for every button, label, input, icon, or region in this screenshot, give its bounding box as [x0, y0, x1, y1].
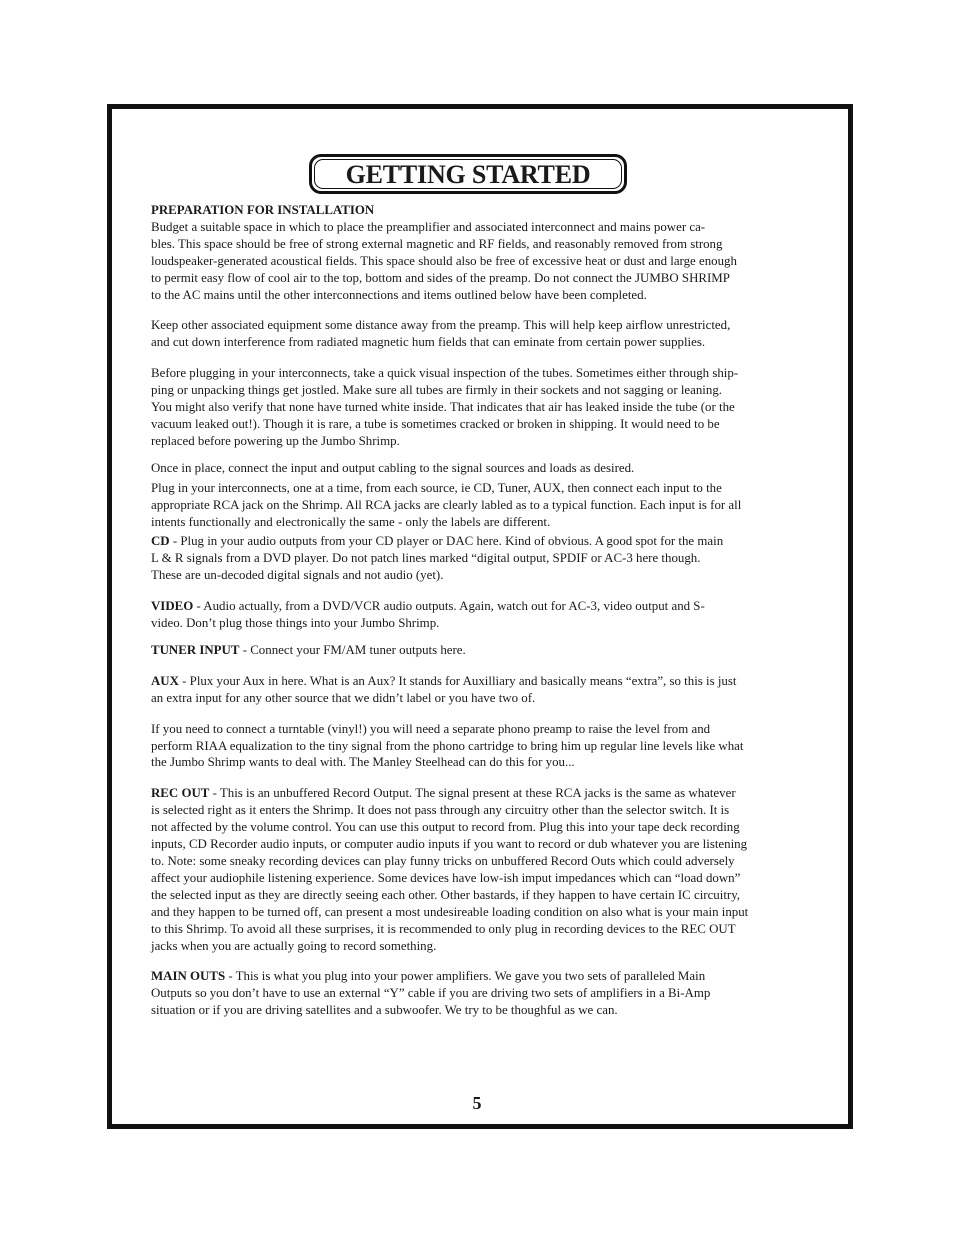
term-aux: AUX [151, 673, 179, 688]
document-body [151, 202, 806, 1019]
term-rec-out: REC OUT [151, 786, 210, 801]
paragraph-cabling: Once in place, connect the input and output cabling to the signal sources and loads as desired. [151, 460, 635, 475]
term-video: VIDEO [151, 599, 194, 614]
paragraph-cd: CD - Plug in your audio outputs from your CD player or DAC here. Kind of obvious. A good spot for the main L & R signals from a DVD player. Do not patch lines marked “digital output, SPDIF or AC-3 here though. These are un-decoded digital signals and not audio (yet). [151, 534, 724, 583]
paragraph-preparation: Budget a suitable space in which to place the preamplifier and associated interconnect and mains power ca- bles. This space should be free of strong external magnetic and RF fields, and reasonably removed from strong loudspeaker-generated acoustical fields. This space should also be free of excessive heat or dust and large enough to permit easy flow of cool air to the top, bottom and sides of the preamp. Do not connect the JUMBO SHRIMP to the AC mains until the other interconnections and items outlined below have been completed. [151, 219, 737, 302]
paragraph-tube-inspection: Before plugging in your interconnects, take a quick visual inspection of the tubes. Sometimes either through ship- ping or unpacking things get jostled. Make sure all tubes are firmly in their sockets and not sagging or leaning. You might also verify that none have turned white inside. That indicates that air has leaked inside the tube (or the vacuum leaked out!). Though it is rare, a tube is sometimes cracked or broken in shipping. It would need to be replaced before powering up the Jumbo Shrimp. [151, 366, 739, 448]
term-tuner-input: TUNER INPUT [151, 642, 240, 657]
paragraph-main-outs: MAIN OUTS - This is what you plug into your power amplifiers. We gave you two sets of paralleled Main Outputs so you don’t have to use an external “Y” cable if you are driving two sets of amplifiers in a Bi-Amp situation or if you are driving satellites and a subwoofer. We try to be thoughful as we can. [151, 969, 711, 1018]
paragraph-equipment-distance: Keep other associated equipment some distance away from the preamp. This will help keep airflow unrestricted, and cut down interference from radiated magnetic hum fields that can eminate from certain power supplies. [151, 318, 731, 350]
page-title: GETTING STARTED [345, 160, 591, 189]
page-number: 5 [472, 1093, 482, 1113]
paragraph-tuner: TUNER INPUT - Connect your FM/AM tuner outputs here. [151, 642, 466, 657]
paragraph-rec-out: REC OUT - This is an unbuffered Record Output. The signal present at these RCA jacks is the same as whatever is selected right as it enters the Shrimp. It does not pass through any circuitry other than the selector switch. It is not affected by the volume control. You can use this output to record from. Plug this into your tape deck recording inputs, CD Recorder audio inputs, or computer audio inputs if you want to record or dub whatever you are listening to. Note: some sneaky recording devices can play funny tricks on unbuffered Record Outs which could adversely affect your audiophile listening experience. Some devices have low-ish imput impedances which can “load down” the selected input as they are directly seeing each other. Other bastards, if they happen to have certain IC circuitry, and they happen to be turned off, can present a most undesireable loading condition on also what is your main input to this Shrimp. To avoid all these surprises, it is recommended to only plug in recording devices to the REC OUT jacks when you are actually going to record something. [151, 786, 749, 953]
paragraph-aux: AUX - Plux your Aux in here. What is an Aux? It stands for Auxilliary and basically means “extra”, so this is just an extra input for any other source that we didn’t label or you have two of. [151, 673, 737, 705]
paragraph-interconnects: Plug in your interconnects, one at a time, from each source, ie CD, Tuner, AUX, then connect each input to the appropriate RCA jack on the Shrimp. All RCA jacks are clearly labled as to a typical function. Each input is for all intents functionally and electronically the same - only the labels are different. [151, 480, 742, 529]
paragraph-video: VIDEO - Audio actually, from a DVD/VCR audio outputs. Again, watch out for AC-3, video output and S- video. Don’t plug those things into your Jumbo Shrimp. [151, 599, 705, 631]
paragraph-turntable: If you need to connect a turntable (vinyl!) you will need a separate phono preamp to raise the level from and perform RIAA equalization to the tiny signal from the phono cartridge to bring him up regular line levels like what the Jumbo Shrimp wants to deal with. The Manley Steelhead can do this for you... [151, 721, 744, 770]
title-banner [309, 154, 627, 194]
term-cd: CD [151, 534, 170, 549]
section-heading: PREPARATION FOR INSTALLATION [151, 203, 375, 217]
term-main-outs: MAIN OUTS [151, 969, 226, 984]
